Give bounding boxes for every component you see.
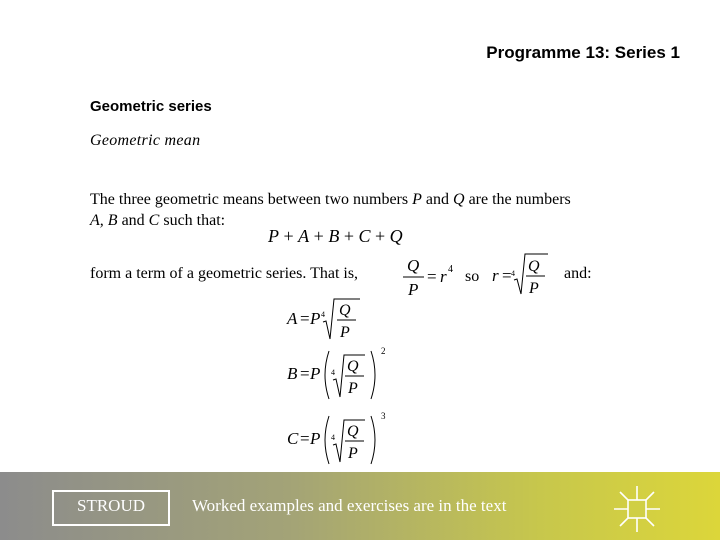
c-equation (285, 410, 395, 470)
svg-text:P: P (310, 309, 321, 328)
svg-text:4: 4 (331, 433, 335, 442)
svg-text:=: = (300, 429, 310, 448)
navigation-star-icon[interactable] (612, 484, 662, 534)
ratio-equation (400, 252, 462, 300)
intro-paragraph: The three geometric means between two numbers P and Q are the numbers A, B and C such that: (90, 191, 571, 229)
svg-text:P: P (340, 324, 350, 341)
svg-text:P: P (348, 380, 358, 397)
section-title: Geometric series (90, 98, 212, 115)
r-root-equation (490, 250, 560, 300)
svg-text:2: 2 (381, 346, 386, 356)
svg-text:P: P (348, 445, 358, 462)
svg-text:Q: Q (528, 258, 540, 275)
svg-text:Q: Q (407, 256, 420, 275)
svg-text:=: = (502, 266, 512, 285)
svg-text:P: P (408, 280, 419, 299)
svg-text:=: = (427, 267, 437, 286)
and-word: and: (564, 265, 592, 282)
svg-text:4: 4 (511, 269, 515, 278)
header-title: Programme 13: Series 1 (486, 43, 680, 62)
svg-text:so: so (465, 268, 480, 285)
svg-text:Q: Q (347, 423, 359, 440)
svg-text:P: P (310, 364, 321, 383)
b-equation (285, 345, 395, 405)
a-equation (285, 297, 375, 345)
sum-equation: P + A + B + C + Q (268, 226, 403, 246)
svg-text:Q: Q (347, 358, 359, 375)
stroud-logo: STROUD (52, 490, 170, 526)
svg-text:r: r (492, 266, 499, 285)
svg-text:=: = (300, 309, 310, 328)
svg-text:4: 4 (321, 310, 325, 319)
footer-text: Worked examples and exercises are in the text (192, 496, 507, 515)
svg-text:B: B (287, 364, 298, 383)
so-word (463, 264, 491, 288)
svg-text:4: 4 (448, 264, 453, 275)
svg-text:4: 4 (331, 368, 335, 377)
svg-text:r: r (440, 267, 447, 286)
subtitle: Geometric mean (90, 132, 201, 149)
svg-text:3: 3 (381, 411, 386, 421)
svg-text:C: C (287, 429, 299, 448)
svg-text:P: P (529, 280, 539, 297)
svg-text:Q: Q (339, 302, 351, 319)
svg-text:=: = (300, 364, 310, 383)
svg-text:A: A (287, 309, 298, 328)
svg-text:P: P (310, 429, 321, 448)
series-sentence: form a term of a geometric series. That is, (90, 265, 359, 282)
